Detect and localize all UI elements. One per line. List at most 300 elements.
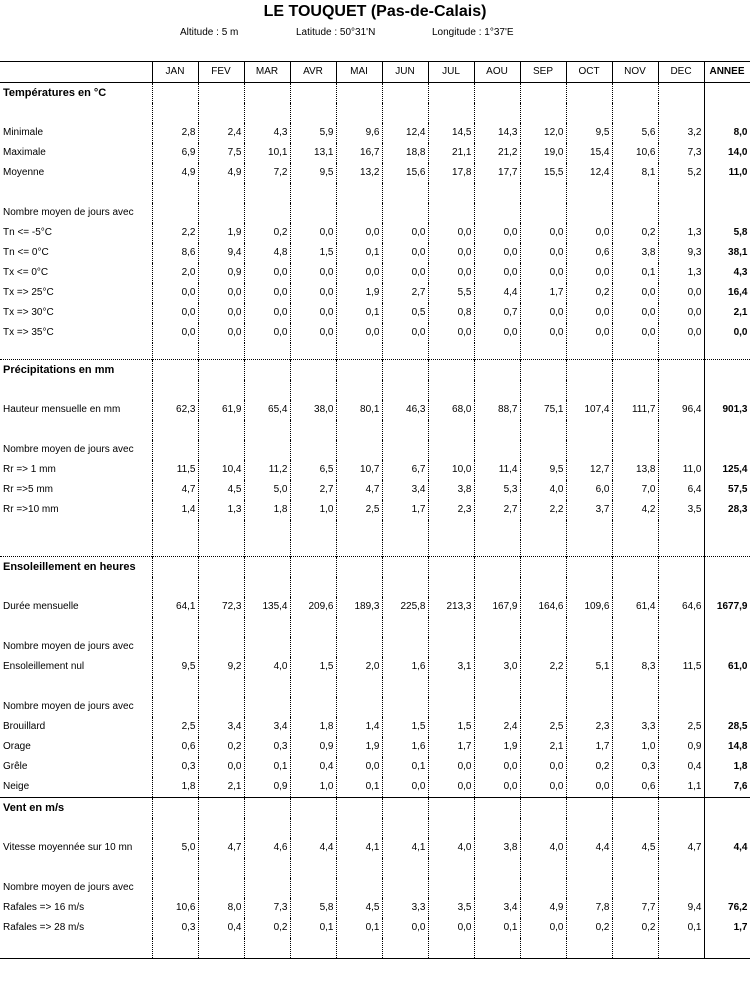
month-value-cell (520, 183, 566, 203)
month-value-cell (382, 83, 428, 104)
spacer-row (0, 540, 750, 557)
month-value-cell: 13,8 (612, 460, 658, 480)
data-row (0, 838, 750, 858)
month-value-cell: 0,0 (290, 283, 336, 303)
month-value-cell: 4,0 (428, 838, 474, 858)
month-value-cell (566, 858, 612, 878)
month-value-cell: 2,5 (336, 500, 382, 520)
month-value-cell: 213,3 (428, 597, 474, 617)
month-value-cell (520, 577, 566, 597)
station-title: LE TOUQUET (Pas-de-Calais) (263, 3, 487, 20)
annual-value-cell (704, 697, 750, 717)
month-value-cell (520, 697, 566, 717)
annual-value-cell (704, 878, 750, 898)
month-value-cell: 8,3 (612, 657, 658, 677)
month-value-cell: 1,9 (336, 737, 382, 757)
month-value-cell: 17,8 (428, 163, 474, 183)
month-value-cell: 189,3 (336, 597, 382, 617)
month-value-cell: 0,0 (474, 223, 520, 243)
month-value-cell (428, 520, 474, 540)
month-value-cell (428, 878, 474, 898)
blank-row (0, 677, 750, 697)
month-value-cell (152, 617, 198, 637)
month-value-cell: 14,5 (428, 123, 474, 143)
annual-value-cell: 38,1 (704, 243, 750, 263)
month-value-cell: 3,5 (658, 500, 704, 520)
month-value-cell: 1,0 (612, 737, 658, 757)
month-value-cell: 9,3 (658, 243, 704, 263)
month-value-cell: 0,1 (290, 918, 336, 938)
month-value-cell: 0,7 (474, 303, 520, 323)
month-value-cell (520, 938, 566, 959)
month-value-cell: 3,4 (198, 717, 244, 737)
month-value-cell: 0,8 (428, 303, 474, 323)
month-value-cell (474, 637, 520, 657)
month-value-cell (152, 858, 198, 878)
blank-row (0, 103, 750, 123)
month-value-cell (244, 858, 290, 878)
row-label: Tx => 35°C (3, 327, 54, 338)
month-value-cell: 1,3 (198, 500, 244, 520)
month-value-cell (336, 83, 382, 104)
month-value-cell (428, 203, 474, 223)
month-value-cell (244, 203, 290, 223)
month-value-cell (382, 818, 428, 838)
month-value-cell: 0,0 (336, 323, 382, 343)
month-value-cell (474, 938, 520, 959)
month-value-cell (244, 798, 290, 819)
month-value-cell (336, 183, 382, 203)
month-value-cell (428, 440, 474, 460)
month-value-cell: 10,1 (244, 143, 290, 163)
month-value-cell (382, 183, 428, 203)
month-value-cell: 1,7 (520, 283, 566, 303)
month-value-cell (658, 878, 704, 898)
month-value-cell: 0,0 (152, 283, 198, 303)
month-value-cell: 11,0 (658, 460, 704, 480)
month-value-cell: 17,7 (474, 163, 520, 183)
month-value-cell (152, 677, 198, 697)
month-value-cell: 6,0 (566, 480, 612, 500)
month-value-cell (382, 203, 428, 223)
month-value-cell: 3,4 (382, 480, 428, 500)
month-value-cell (290, 183, 336, 203)
annual-value-cell: 125,4 (704, 460, 750, 480)
month-value-cell (474, 677, 520, 697)
month-value-cell (290, 203, 336, 223)
month-value-cell (152, 360, 198, 381)
row-label: Tx <= 0°C (3, 267, 49, 278)
month-value-cell (658, 420, 704, 440)
month-value-cell: 8,1 (612, 163, 658, 183)
month-value-cell: 4,0 (520, 480, 566, 500)
month-value-cell (474, 617, 520, 637)
annual-value-cell: 7,6 (704, 777, 750, 798)
month-value-cell (520, 520, 566, 540)
month-value-cell: 15,4 (566, 143, 612, 163)
month-value-cell: 0,0 (566, 777, 612, 798)
month-value-cell: 0,1 (612, 263, 658, 283)
month-value-cell: 61,4 (612, 597, 658, 617)
col-header-sep: SEP (520, 62, 566, 83)
month-value-cell: 15,5 (520, 163, 566, 183)
col-header-annual: ANNEE (704, 62, 750, 83)
month-value-cell (290, 380, 336, 400)
annual-value-cell: 11,0 (704, 163, 750, 183)
note-row (0, 203, 750, 223)
data-row (0, 400, 750, 420)
month-value-cell (474, 697, 520, 717)
month-value-cell (658, 557, 704, 578)
month-value-cell (152, 540, 198, 557)
row-label: Vitesse moyennée sur 10 mn (3, 842, 133, 853)
month-value-cell (244, 420, 290, 440)
month-value-cell: 9,4 (198, 243, 244, 263)
month-value-cell (290, 557, 336, 578)
month-value-cell: 0,2 (612, 223, 658, 243)
month-value-cell (152, 938, 198, 959)
blank-row (0, 818, 750, 838)
blank-row (0, 420, 750, 440)
month-value-cell (382, 343, 428, 360)
month-value-cell: 0,2 (566, 283, 612, 303)
spacer-row (0, 343, 750, 360)
month-value-cell (612, 577, 658, 597)
month-value-cell: 4,7 (336, 480, 382, 500)
row-label (0, 343, 152, 360)
month-value-cell: 0,0 (244, 303, 290, 323)
month-value-cell: 0,2 (566, 918, 612, 938)
section-title: Ensoleillement en heures (0, 557, 152, 578)
month-value-cell (428, 540, 474, 557)
month-value-cell: 4,5 (612, 838, 658, 858)
month-value-cell: 7,3 (244, 898, 290, 918)
month-value-cell (152, 203, 198, 223)
month-value-cell (566, 577, 612, 597)
month-value-cell (336, 520, 382, 540)
month-value-cell: 7,5 (198, 143, 244, 163)
month-value-cell (520, 83, 566, 104)
longitude-label: Longitude : 1°37'E (432, 27, 514, 38)
row-label: Tn <= -5°C (3, 227, 53, 238)
month-value-cell: 0,0 (382, 323, 428, 343)
section-row (0, 557, 750, 578)
annual-value-cell (704, 520, 750, 540)
note-row (0, 697, 750, 717)
month-value-cell: 0,0 (244, 323, 290, 343)
month-value-cell (520, 637, 566, 657)
month-value-cell (658, 818, 704, 838)
annual-value-cell: 1,8 (704, 757, 750, 777)
month-value-cell: 0,0 (520, 223, 566, 243)
month-value-cell (658, 577, 704, 597)
row-label: Durée mensuelle (3, 601, 79, 612)
month-value-cell: 13,1 (290, 143, 336, 163)
month-value-cell: 0,0 (520, 918, 566, 938)
month-value-cell: 3,4 (474, 898, 520, 918)
month-value-cell: 3,1 (428, 657, 474, 677)
month-value-cell: 1,3 (658, 223, 704, 243)
month-value-cell: 14,3 (474, 123, 520, 143)
month-value-cell (152, 878, 198, 898)
month-value-cell (658, 798, 704, 819)
month-value-cell: 12,4 (382, 123, 428, 143)
month-value-cell: 0,0 (152, 323, 198, 343)
annual-value-cell (704, 798, 750, 819)
month-value-cell: 7,7 (612, 898, 658, 918)
data-row (0, 597, 750, 617)
month-value-cell: 2,3 (428, 500, 474, 520)
annual-value-cell (704, 183, 750, 203)
month-value-cell (612, 540, 658, 557)
month-value-cell: 0,0 (474, 757, 520, 777)
month-value-cell: 0,0 (612, 283, 658, 303)
month-value-cell: 0,0 (566, 263, 612, 283)
month-value-cell: 0,1 (336, 243, 382, 263)
month-value-cell (520, 420, 566, 440)
month-value-cell: 0,0 (198, 283, 244, 303)
month-value-cell: 5,3 (474, 480, 520, 500)
blank-row (0, 617, 750, 637)
month-value-cell (428, 858, 474, 878)
month-value-cell: 68,0 (428, 400, 474, 420)
month-value-cell (566, 520, 612, 540)
section-row (0, 83, 750, 104)
annual-value-cell (704, 677, 750, 697)
month-value-cell (566, 878, 612, 898)
month-value-cell: 5,5 (428, 283, 474, 303)
month-value-cell: 1,1 (658, 777, 704, 798)
month-value-cell (152, 637, 198, 657)
month-value-cell (428, 420, 474, 440)
month-value-cell (382, 697, 428, 717)
annual-value-cell (704, 858, 750, 878)
month-value-cell (290, 540, 336, 557)
section-row (0, 798, 750, 819)
month-value-cell: 0,0 (566, 303, 612, 323)
annual-value-cell (704, 637, 750, 657)
month-value-cell: 2,5 (152, 717, 198, 737)
data-row (0, 717, 750, 737)
annual-value-cell (704, 938, 750, 959)
month-value-cell: 1,3 (658, 263, 704, 283)
month-value-cell (658, 677, 704, 697)
month-value-cell: 4,4 (474, 283, 520, 303)
month-value-cell (244, 103, 290, 123)
annual-value-cell (704, 557, 750, 578)
month-value-cell (336, 360, 382, 381)
month-value-cell (198, 380, 244, 400)
month-value-cell: 10,6 (152, 898, 198, 918)
month-value-cell (612, 380, 658, 400)
month-value-cell (612, 818, 658, 838)
month-value-cell (244, 577, 290, 597)
month-value-cell (566, 938, 612, 959)
month-value-cell (336, 818, 382, 838)
annual-value-cell (704, 577, 750, 597)
month-value-cell: 109,6 (566, 597, 612, 617)
month-value-cell: 75,1 (520, 400, 566, 420)
month-value-cell (336, 557, 382, 578)
annual-value-cell: 8,0 (704, 123, 750, 143)
month-value-cell (152, 440, 198, 460)
month-value-cell (152, 520, 198, 540)
annual-value-cell: 0,0 (704, 323, 750, 343)
month-value-cell (382, 878, 428, 898)
month-value-cell: 164,6 (520, 597, 566, 617)
month-value-cell: 0,0 (290, 303, 336, 323)
month-value-cell: 11,4 (474, 460, 520, 480)
month-value-cell (566, 343, 612, 360)
month-value-cell: 0,0 (290, 263, 336, 283)
month-value-cell (198, 697, 244, 717)
month-value-cell (198, 520, 244, 540)
data-row (0, 737, 750, 757)
month-value-cell (658, 83, 704, 104)
month-value-cell (520, 878, 566, 898)
month-value-cell: 0,0 (520, 757, 566, 777)
month-value-cell (474, 858, 520, 878)
month-value-cell (152, 557, 198, 578)
month-value-cell: 1,9 (474, 737, 520, 757)
month-value-cell (658, 183, 704, 203)
month-value-cell (382, 380, 428, 400)
month-value-cell: 0,6 (612, 777, 658, 798)
month-value-cell (198, 183, 244, 203)
data-row (0, 243, 750, 263)
data-row (0, 143, 750, 163)
month-value-cell (520, 858, 566, 878)
month-value-cell (336, 677, 382, 697)
month-value-cell (198, 557, 244, 578)
month-value-cell: 111,7 (612, 400, 658, 420)
month-value-cell: 0,1 (336, 918, 382, 938)
col-header-may: MAI (336, 62, 382, 83)
month-value-cell (198, 637, 244, 657)
month-value-cell: 4,6 (244, 838, 290, 858)
row-label: Brouillard (3, 721, 46, 732)
month-value-cell: 8,6 (152, 243, 198, 263)
month-value-cell: 0,0 (520, 243, 566, 263)
month-value-cell: 0,0 (658, 283, 704, 303)
month-value-cell: 0,9 (244, 777, 290, 798)
month-value-cell: 2,7 (290, 480, 336, 500)
row-label (0, 938, 152, 959)
month-value-cell: 1,7 (566, 737, 612, 757)
month-value-cell: 0,0 (474, 243, 520, 263)
month-value-cell: 4,0 (520, 838, 566, 858)
month-value-cell (612, 637, 658, 657)
month-value-cell (336, 577, 382, 597)
month-value-cell (566, 617, 612, 637)
data-row (0, 283, 750, 303)
blank-row (0, 183, 750, 203)
month-value-cell: 2,4 (198, 123, 244, 143)
month-value-cell: 0,6 (152, 737, 198, 757)
month-value-cell (198, 540, 244, 557)
month-value-cell (244, 83, 290, 104)
col-header-aug: AOU (474, 62, 520, 83)
month-value-cell: 0,0 (566, 323, 612, 343)
month-value-cell: 13,2 (336, 163, 382, 183)
month-value-cell: 0,4 (290, 757, 336, 777)
note-row (0, 440, 750, 460)
month-value-cell (428, 677, 474, 697)
month-value-cell (290, 697, 336, 717)
month-value-cell (474, 360, 520, 381)
month-value-cell: 0,1 (382, 757, 428, 777)
data-row (0, 480, 750, 500)
month-value-cell (520, 798, 566, 819)
month-value-cell: 9,5 (290, 163, 336, 183)
header-label-cell (0, 62, 152, 83)
data-row (0, 263, 750, 283)
month-value-cell: 3,2 (658, 123, 704, 143)
row-label: Rr => 1 mm (3, 464, 56, 475)
month-value-cell: 4,3 (244, 123, 290, 143)
month-value-cell: 6,5 (290, 460, 336, 480)
month-value-cell (474, 878, 520, 898)
data-row (0, 323, 750, 343)
month-value-cell (428, 557, 474, 578)
month-value-cell (428, 637, 474, 657)
month-value-cell (474, 540, 520, 557)
month-value-cell: 1,5 (290, 243, 336, 263)
month-value-cell (428, 343, 474, 360)
month-value-cell: 72,3 (198, 597, 244, 617)
month-value-cell (428, 697, 474, 717)
month-value-cell: 15,6 (382, 163, 428, 183)
row-label: Tx => 30°C (3, 307, 54, 318)
section-row (0, 360, 750, 381)
annual-value-cell: 28,3 (704, 500, 750, 520)
month-value-cell (566, 360, 612, 381)
month-value-cell: 3,3 (382, 898, 428, 918)
month-value-cell: 0,0 (244, 283, 290, 303)
row-label: Neige (3, 781, 30, 792)
month-value-cell (612, 878, 658, 898)
month-value-cell: 1,5 (428, 717, 474, 737)
month-value-cell (474, 83, 520, 104)
month-value-cell (244, 440, 290, 460)
month-value-cell: 7,0 (612, 480, 658, 500)
month-value-cell (566, 557, 612, 578)
month-value-cell: 3,5 (428, 898, 474, 918)
month-value-cell: 8,0 (198, 898, 244, 918)
month-value-cell: 0,0 (520, 323, 566, 343)
month-value-cell (336, 440, 382, 460)
month-value-cell (382, 637, 428, 657)
month-value-cell: 1,4 (336, 717, 382, 737)
month-value-cell (336, 343, 382, 360)
month-value-cell: 0,0 (474, 263, 520, 283)
month-value-cell: 1,8 (244, 500, 290, 520)
month-value-cell (566, 798, 612, 819)
month-value-cell (428, 380, 474, 400)
month-value-cell (474, 818, 520, 838)
annual-value-cell: 28,5 (704, 717, 750, 737)
month-value-cell (382, 440, 428, 460)
month-value-cell: 167,9 (474, 597, 520, 617)
month-value-cell (244, 360, 290, 381)
month-value-cell (658, 637, 704, 657)
section-title: Températures en °C (0, 83, 152, 104)
month-value-cell: 0,2 (244, 918, 290, 938)
month-value-cell (658, 858, 704, 878)
month-value-cell (336, 540, 382, 557)
month-value-cell (520, 557, 566, 578)
month-value-cell (244, 557, 290, 578)
